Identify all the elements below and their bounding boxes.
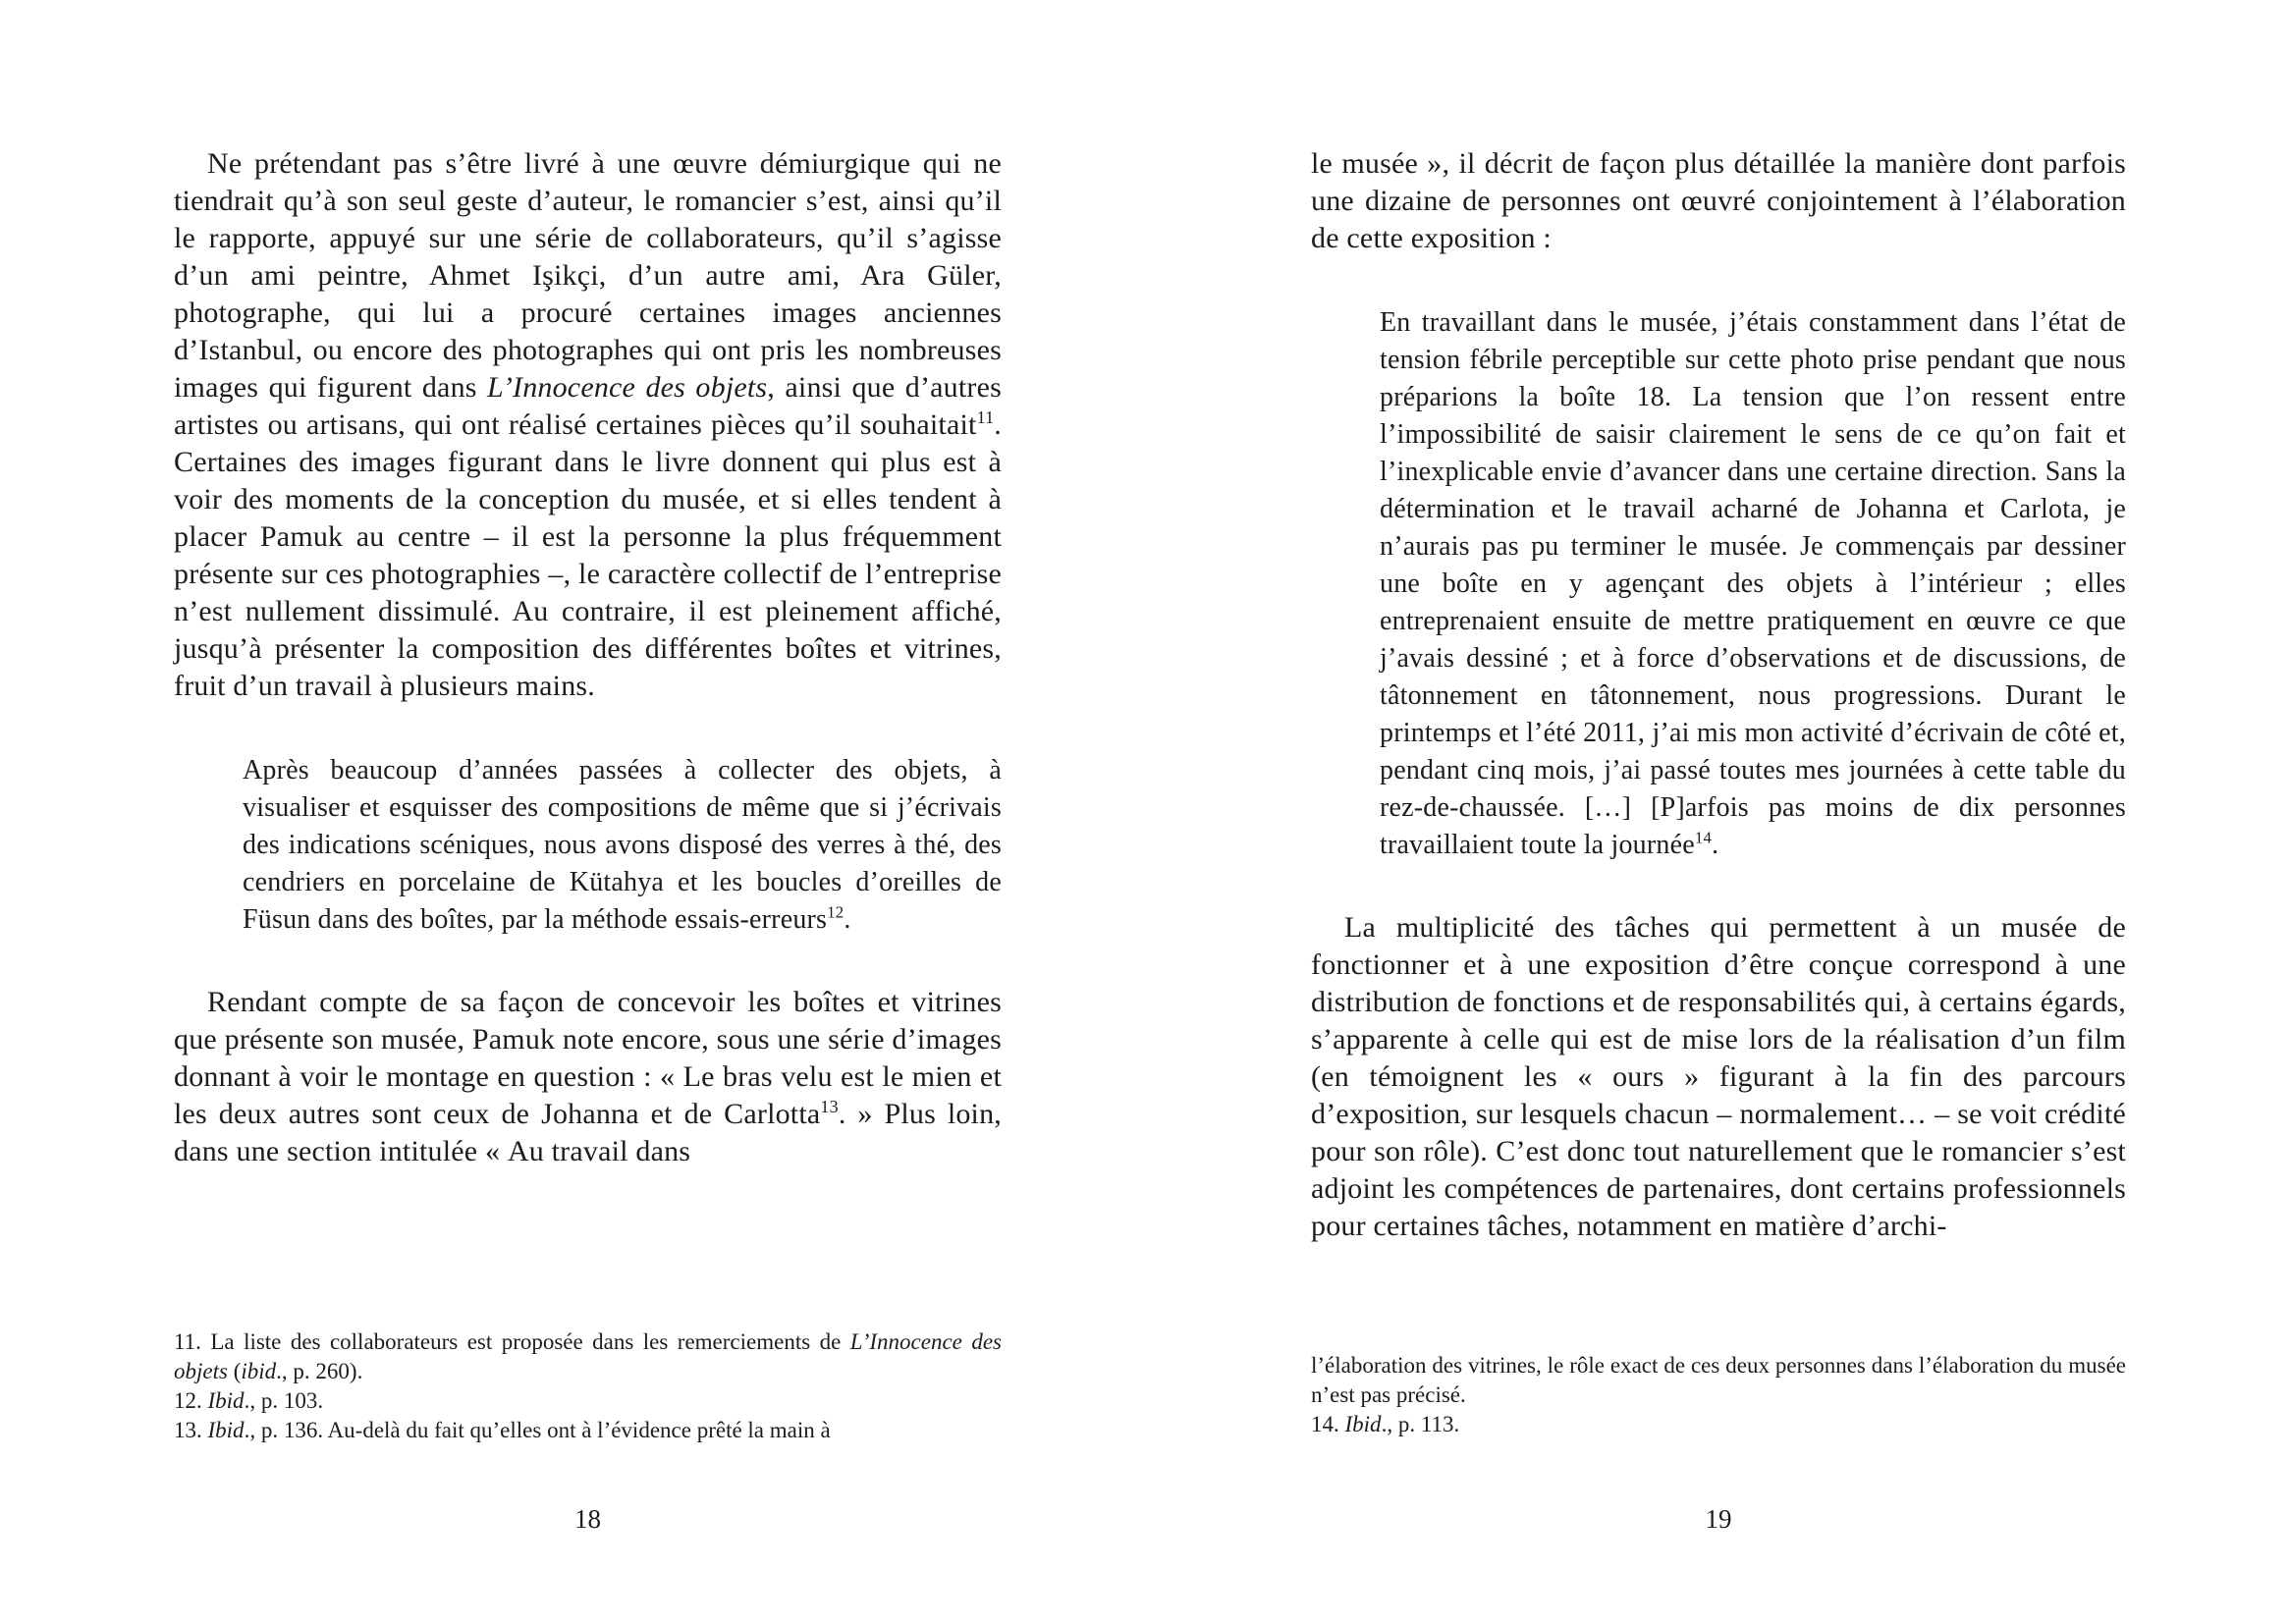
footnote-14: 14. Ibid., p. 113. xyxy=(1311,1412,1460,1436)
page-number-left: 18 xyxy=(574,1504,601,1534)
footnote-13-continuation: l’élaboration des vitrines, le rôle exact de ces deux personnes dans l’élaboration du musée n’est pas précisé. xyxy=(1311,1353,2126,1407)
page-left-text-block xyxy=(174,145,1002,1170)
footnotes-left xyxy=(174,1327,1002,1445)
block-quote: En travaillant dans le musée, j’étais constamment dans l’état de tension fébrile perceptible sur cette photo prise pendant que nous préparions la boîte 18. La tension que l’on ressent entre l’impossibilité de saisir clairement le sens de ce qu’on fait et l’inexplicable envie d’avancer dans une certaine direction. Sans la détermination et le travail acharné de Johanna et Carlota, je n’aurais pas pu terminer le musée. Je commençais par dessiner une boîte en y agençant des objets à l’intérieur ; elles entreprenaient ensuite de mettre pratiquement en œuvre ce que j’avais dessiné ; et à force d’observations et de discussions, de tâtonnement en tâtonnement, nous progressions. Durant le printemps et l’été 2011, j’ai mis mon activité d’écrivain de côté et, pendant cinq mois, j’ai passé toutes mes journées à cette table du rez-de-chaussée. […] [P]arfois pas moins de dix personnes travaillaient toute la journée$^{14}$. xyxy=(1380,307,2126,860)
paragraph: le musée », il décrit de façon plus détaillée la manière dont parfois une dizaine de personnes ont œuvré conjointement à l’élaboration de cette exposition : xyxy=(1311,147,2126,254)
footnote-12: 12. Ibid., p. 103. xyxy=(174,1388,324,1413)
footnotes-right xyxy=(1311,1351,2126,1439)
paragraph: Ne prétendant pas s’être livré à une œuvre démiurgique qui ne tiendrait qu’à son seul geste d’auteur, le romancier s’est, ainsi qu’il le rapporte, appuyé sur une série de collaborateurs, qu’il s’agisse d’un ami peintre, Ahmet Işikçi, d’un autre ami, Ara Güler, photographe, qui lui a procuré certaines images anciennes d’Istanbul, ou encore des photographes qui ont pris les nombreuses images qui figurent dans L’Innocence des objets, ainsi que d’autres artistes ou artisans, qui ont réalisé certaines pièces qu’il souhaitait$^{11}$. Certaines des images figurant dans le livre donnent qui plus est à voir des moments de la conception du musée, et si elles tendent à placer Pamuk au centre – il est la personne la plus fréquemment présente sur ces photographies –, le caractère collectif de l’entreprise n’est nullement dissimulé. Au contraire, il est pleinement affiché, jusqu’à présenter la composition des différentes boîtes et vitrines, fruit d’un travail à plusieurs mains. xyxy=(174,147,1002,702)
footnote-11: 11. La liste des collaborateurs est proposée dans les remerciements de L’Innocence des objets (ibid., p. 260). xyxy=(174,1329,1002,1383)
paragraph: Rendant compte de sa façon de concevoir les boîtes et vitrines que présente son musée, Pamuk note encore, sous une série d’images donnant à voir le montage en question : « Le bras velu est le mien et les deux autres sont ceux de Johanna et de Carlotta$^{13}$. » Plus loin, dans une section intitulée « Au travail dans xyxy=(174,986,1002,1167)
paragraph: La multiplicité des tâches qui permettent à un musée de fonctionner et à une exposition d’être conçue correspond à une distribution de fonctions et de responsabilités qui, à certains égards, s’apparente à celle qui est de mise lors de la réalisation d’un film (en témoignent les « ours » figurant à la fin des parcours d’exposition, sur lesquels chacun – normalement… – se voit crédité pour son rôle). C’est donc tout naturellement que le romancier s’est adjoint les compétences de partenaires, dont certains professionnels pour certaines tâches, notamment en matière d’archi- xyxy=(1311,911,2126,1242)
page-right-text-block xyxy=(1311,145,2126,1245)
footnote-13: 13. Ibid., p. 136. Au-delà du fait qu’elles ont à l’évidence prêté la main à xyxy=(174,1418,831,1442)
block-quote: Après beaucoup d’années passées à collecter des objets, à visualiser et esquisser des compositions de même que si j’écrivais des indications scéniques, nous avons disposé des verres à thé, des cendriers en porcelaine de Kütahya et les boucles d’oreilles de Füsun dans des boîtes, par la méthode essais-erreurs$^{12}$. xyxy=(243,755,1002,935)
page-number-right: 19 xyxy=(1705,1504,1732,1534)
